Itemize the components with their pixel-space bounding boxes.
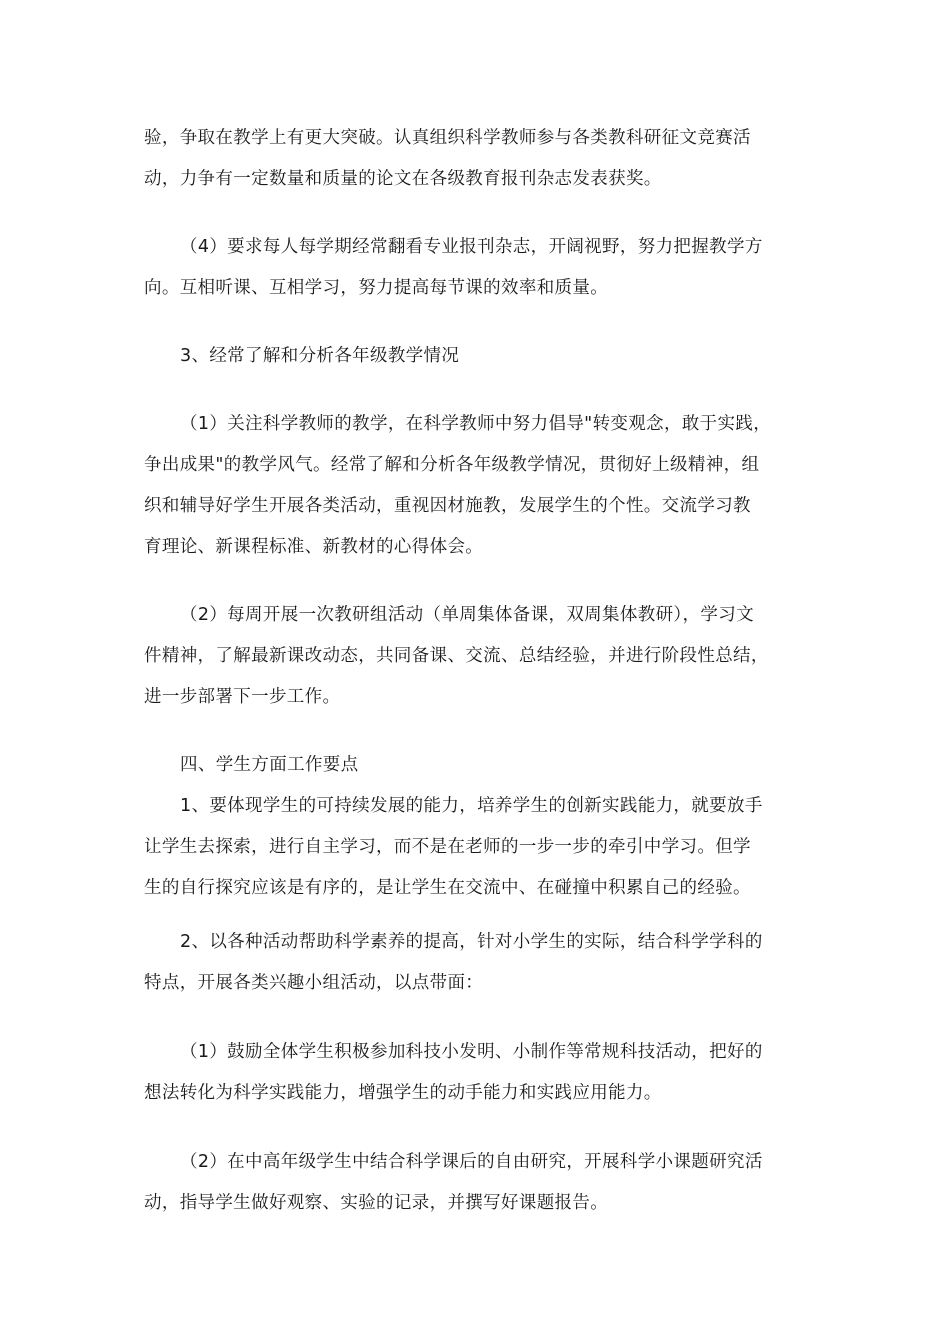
paragraph-item-2-weekly bbox=[144, 595, 812, 718]
text-line: 向。互相听课、互相学习，努力提高每节课的效率和质量。 bbox=[144, 278, 609, 298]
text-line: 让学生去探索，进行自主学习，而不是在老师的一步一步的牵引中学习。但学 bbox=[144, 837, 751, 857]
text-line: 动，力争有一定数量和质量的论文在各级教育报刊杂志发表获奖。 bbox=[144, 169, 662, 189]
section-heading-4: 四、学生方面工作要点 bbox=[180, 755, 359, 775]
paragraph-item-4-reading bbox=[144, 227, 812, 309]
text-line: （1）关注科学教师的教学，在科学教师中努力倡导"转变观念，敢于实践， bbox=[180, 414, 772, 434]
text-line: （2）在中高年级学生中结合科学课后的自由研究，开展科学小课题研究活 bbox=[180, 1152, 763, 1172]
text-line: 动，指导学生做好观察、实验的记录，并撰写好课题报告。 bbox=[144, 1193, 609, 1213]
paragraph-item-2-activities bbox=[144, 922, 812, 1004]
paragraph-sub-1-inventions bbox=[144, 1032, 812, 1114]
text-line: 织和辅导好学生开展各类活动，重视因材施教，发展学生的个性。交流学习教 bbox=[144, 496, 751, 516]
text-line: 想法转化为科学实践能力，增强学生的动手能力和实践应用能力。 bbox=[144, 1083, 662, 1103]
paragraph-research-papers bbox=[144, 118, 812, 200]
paragraph-sub-2-research bbox=[144, 1142, 812, 1224]
text-line: 育理论、新课程标准、新教材的心得体会。 bbox=[144, 537, 484, 557]
text-line: 件精神，了解最新课改动态，共同备课、交流、总结经验，并进行阶段性总结， bbox=[144, 646, 769, 666]
paragraph-item-1-teaching bbox=[144, 404, 812, 568]
text-line: 验，争取在教学上有更大突破。认真组织科学教师参与各类教科研征文竞赛活 bbox=[144, 128, 751, 148]
text-line: 生的自行探究应该是有序的，是让学生在交流中、在碰撞中积累自己的经验。 bbox=[144, 878, 751, 898]
section-heading-3 bbox=[144, 336, 812, 377]
text-line: 进一步部署下一步工作。 bbox=[144, 687, 341, 707]
section-four-students bbox=[144, 745, 812, 909]
text-line: 特点，开展各类兴趣小组活动，以点带面： bbox=[144, 973, 484, 993]
text-line: （1）鼓励全体学生积极参加科技小发明、小制作等常规科技活动，把好的 bbox=[180, 1042, 763, 1062]
text-line: 1、要体现学生的可持续发展的能力，培养学生的创新实践能力，就要放手 bbox=[180, 796, 763, 816]
text-line: 3、经常了解和分析各年级教学情况 bbox=[180, 346, 460, 366]
text-line: （4）要求每人每学期经常翻看专业报刊杂志，开阔视野，努力把握教学方 bbox=[180, 237, 763, 257]
text-line: 2、以各种活动帮助科学素养的提高，针对小学生的实际，结合科学学科的 bbox=[180, 932, 763, 952]
text-line: （2）每周开展一次教研组活动（单周集体备课，双周集体教研），学习文 bbox=[180, 605, 754, 625]
text-line: 争出成果"的教学风气。经常了解和分析各年级教学情况，贯彻好上级精神，组 bbox=[144, 455, 760, 475]
